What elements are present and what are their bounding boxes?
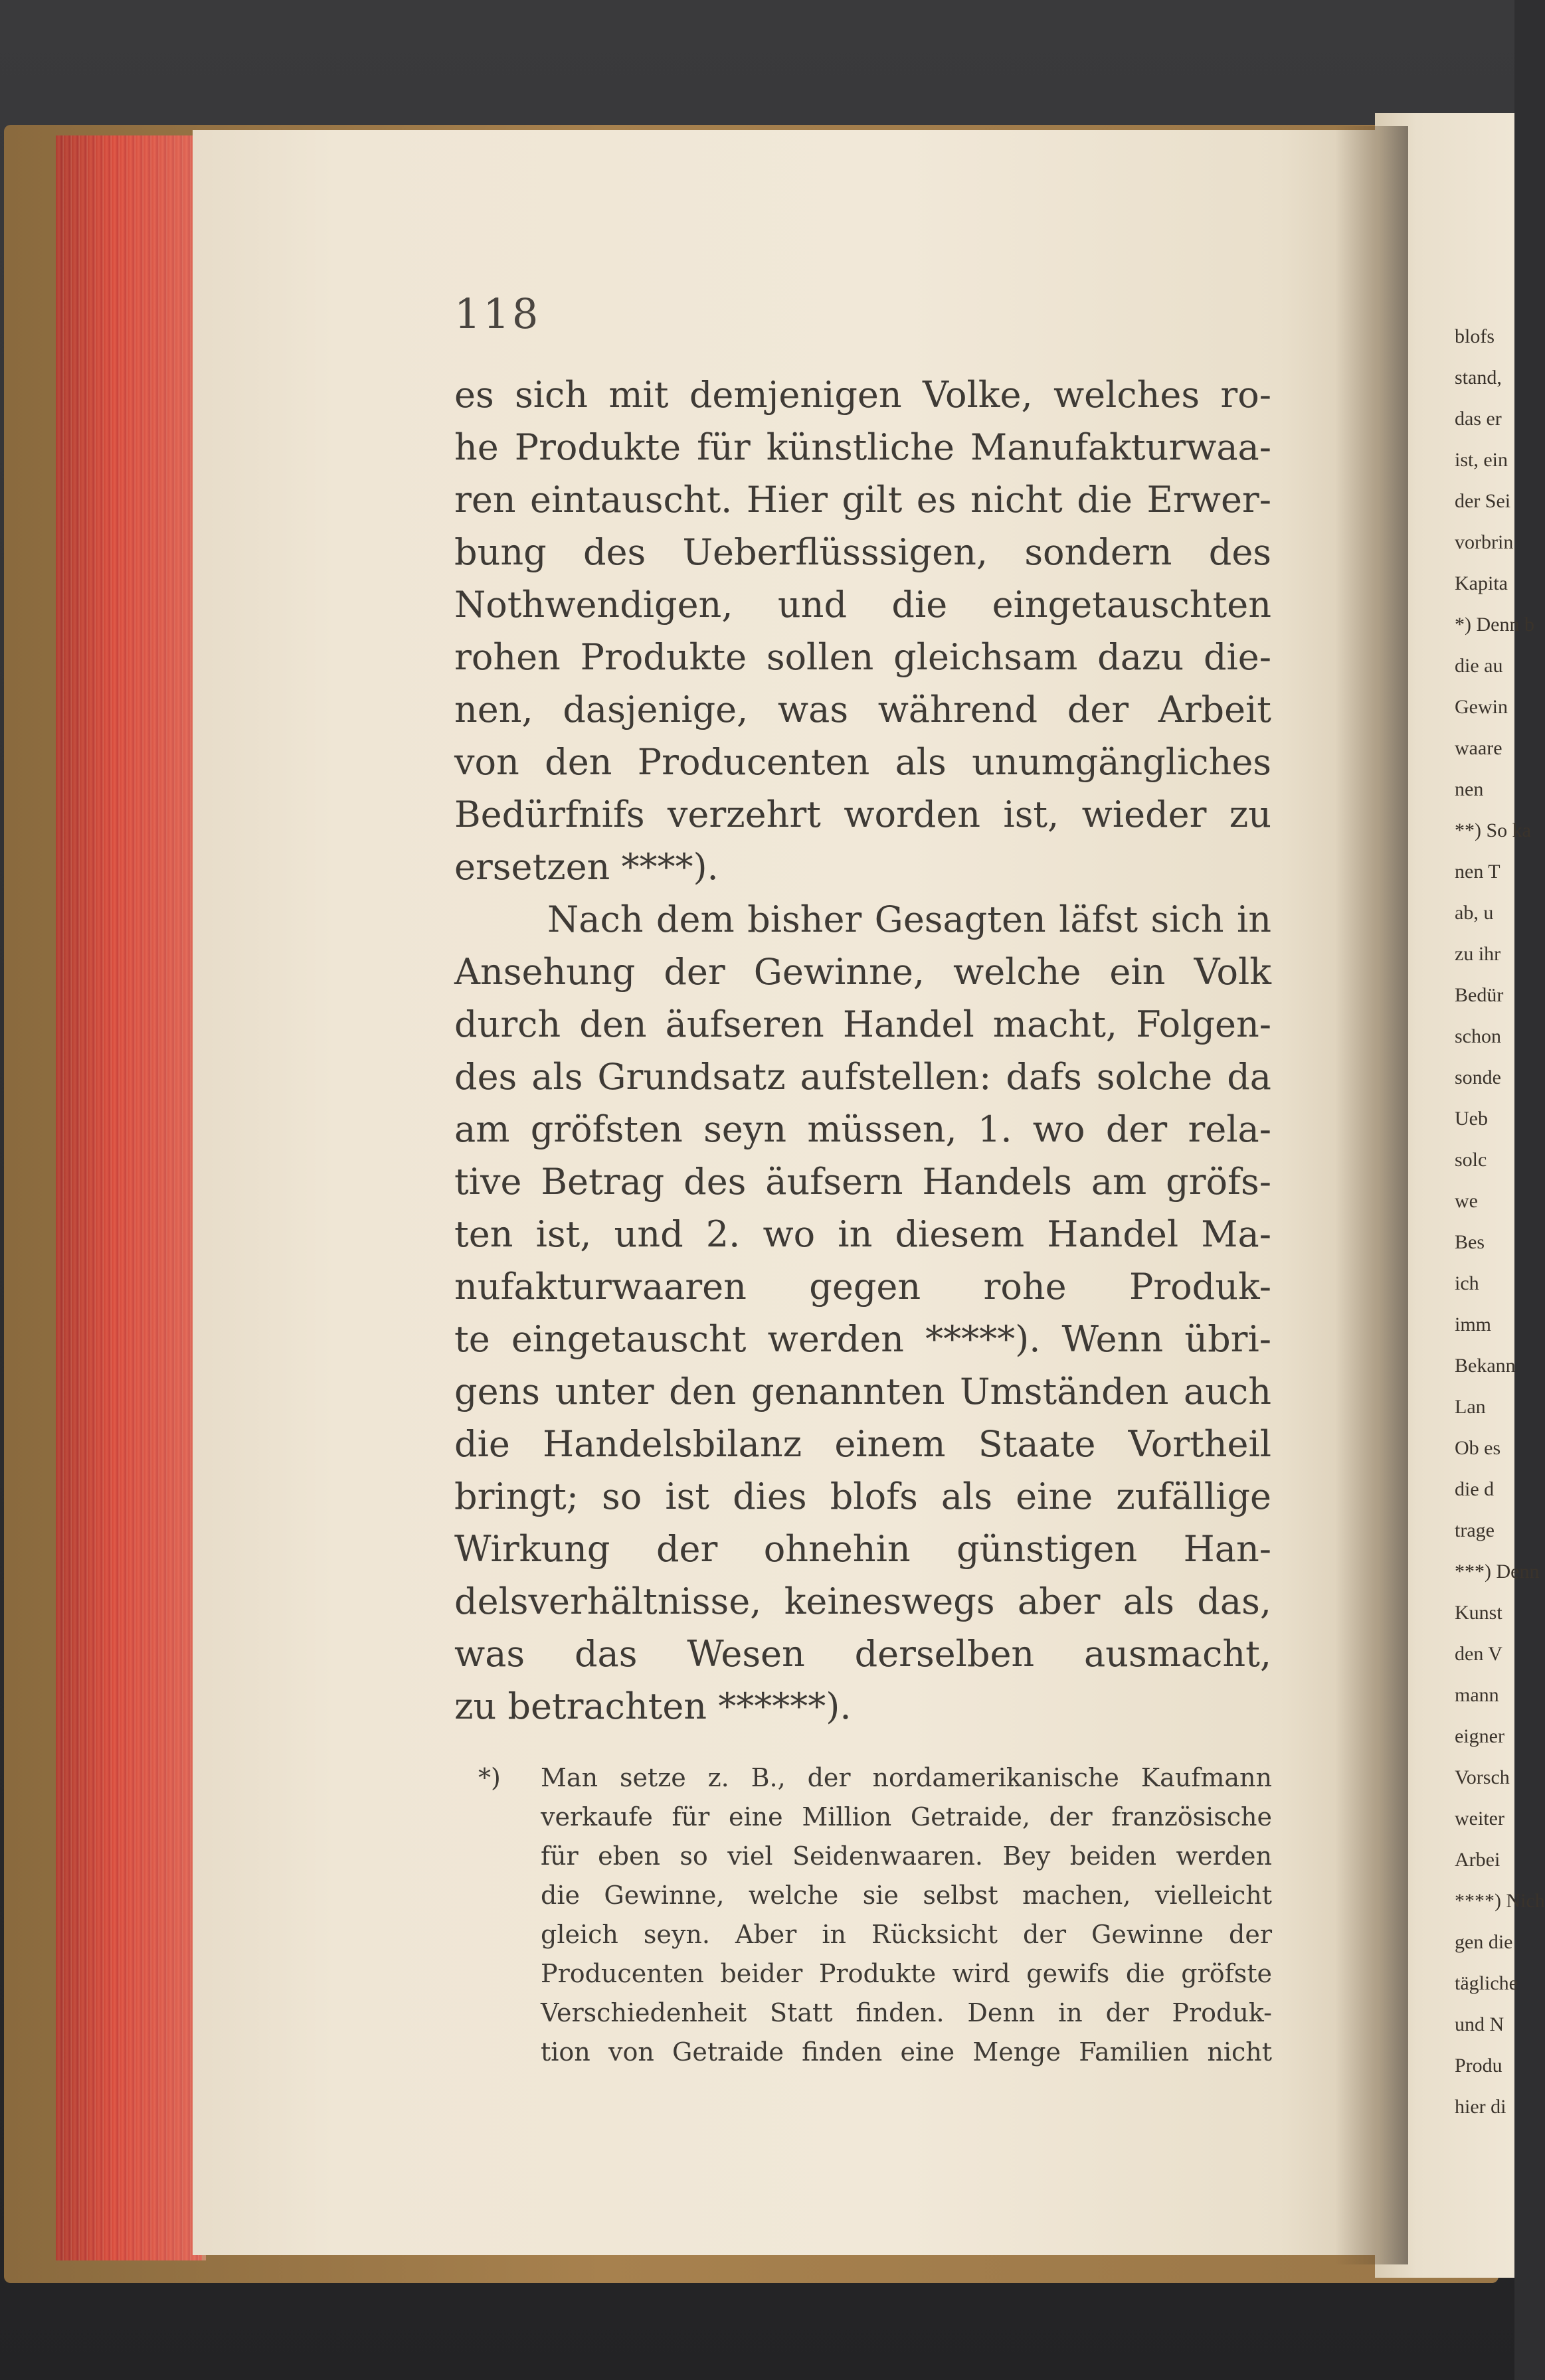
body-line: nufakturwaaren gegen rohe Produk- [454,1266,1271,1308]
next-page-fragment: eigner [1455,1725,1504,1747]
next-page-fragment: blofs [1455,325,1495,347]
body-line: die Handelsbilanz einem Staate Vortheil [454,1423,1271,1465]
body-line: am gröfsten seyn müssen, 1. wo der rela- [454,1108,1271,1150]
next-page-fragment: Kunst [1455,1602,1502,1624]
next-page-fragment: ab, u [1455,902,1494,924]
next-page-fragment: stand, [1455,367,1502,388]
body-line: von den Producenten als unumgängliches [454,741,1271,783]
next-page-fragment: waare [1455,737,1502,759]
footnote-line: tion von Getraide finden eine Menge Familien nicht [541,2037,1272,2067]
next-page-fragment: weiter [1455,1808,1504,1829]
next-page-fragment: gen die [1455,1931,1513,1953]
next-page-fragment: ***) Denn [1455,1561,1540,1582]
next-page-fragment: Gewin [1455,696,1508,718]
next-page-fragment: vorbrin [1455,531,1514,553]
next-page-fragment: ****) Nich [1455,1890,1545,1912]
next-page-fragment: mann [1455,1684,1499,1706]
next-page-fragment: schon [1455,1025,1501,1047]
footnote-line: Producenten beider Produkte wird gewifs die gröfste [541,1959,1272,1988]
next-page-fragment: imm [1455,1314,1492,1335]
next-page-fragment: nen [1455,778,1484,800]
next-page-fragment: trage [1455,1519,1495,1541]
body-line: bringt; so ist dies blofs als eine zufällige [454,1476,1271,1517]
next-page-fragment: solc [1455,1149,1487,1171]
body-line: ersetzen ****). [454,846,719,888]
body-text [454,369,1271,1733]
footnote-text: Man setze z. B., der nordamerikanische Kaufmann [541,1763,1272,1792]
footnote-line: für eben so viel Seidenwaaren. Bey beiden werden [541,1841,1272,1871]
next-page-fragment: Arbei [1455,1849,1500,1871]
body-line: delsverhältnisse, keineswegs aber als das, [454,1580,1271,1622]
next-page-fragment: **) So ka [1455,819,1531,841]
page-edges-shade [56,135,202,2260]
body-line: gens unter den genannten Umständen auch [454,1371,1271,1412]
body-line: bung des Ueberflüsssigen, sondern des [454,531,1271,573]
footnote-marker: *) [478,1763,501,1792]
body-line: Nothwendigen, und die eingetauschten [454,584,1271,626]
next-page-fragment: hier di [1455,2096,1506,2118]
body-line: te eingetauscht werden *****). Wenn übri- [454,1318,1271,1360]
next-page-fragment: tägliche [1455,1972,1518,1994]
body-line: nen, dasjenige, was während der Arbeit [454,689,1271,730]
body-line: zu betrachten ******). [454,1685,852,1727]
body-line: es sich mit demjenigen Volke, welches ro- [454,374,1271,416]
next-page-fragment: Vorsch [1455,1766,1510,1788]
body-line: Bedürfnifs verzehrt worden ist, wieder zu [454,794,1271,835]
next-page-fragment: Ueb [1455,1108,1488,1130]
footnote-line: gleich seyn. Aber in Rücksicht der Gewinne der [541,1920,1272,1949]
footnote-line [478,1758,1272,1798]
footnote-line: Verschiedenheit Statt finden. Denn in der Produk- [541,1998,1272,2027]
next-page-fragment: die d [1455,1478,1495,1500]
next-page-fragment: zu ihr [1455,943,1501,965]
footnote [478,1758,1272,2072]
footnote-line: verkaufe für eine Million Getraide, der französische [541,1802,1272,1831]
body-line: was das Wesen derselben ausmacht, [454,1633,1271,1675]
body-line: Nach dem bisher Gesagten läfst sich in [547,898,1271,940]
next-page-fragment: der Sei [1455,490,1511,512]
body-line: rohen Produkte sollen gleichsam dazu die- [454,636,1271,678]
body-line: durch den äufseren Handel macht, Folgen- [454,1003,1271,1045]
next-page-fragment: und N [1455,2013,1504,2035]
next-page-fragment: *) Denn b [1455,614,1534,636]
gutter-shadow [1335,126,1408,2264]
next-page-fragment: Bedür [1455,984,1504,1006]
body-line: Wirkung der ohnehin günstigen Han- [454,1528,1271,1570]
footnote-line: die Gewinne, welche sie selbst machen, vielleicht [541,1881,1272,1910]
next-page-fragment: den V [1455,1643,1502,1665]
body-line: Ansehung der Gewinne, welche ein Volk [454,951,1271,993]
page-number: 118 [454,290,541,338]
next-page-fragment: Bes [1455,1231,1485,1253]
next-page-fragment: Ob es [1455,1437,1501,1459]
body-line: ten ist, und 2. wo in diesem Handel Ma- [454,1213,1271,1255]
next-page-fragment: we [1455,1190,1478,1212]
next-page-fragment: sonde [1455,1066,1501,1088]
next-page-fragment: das er [1455,408,1502,430]
next-page-fragment: Produ [1455,2055,1502,2077]
next-page-fragment: Kapita [1455,572,1508,594]
next-page-fragment: Bekann [1455,1355,1516,1377]
body-line: tive Betrag des äufsern Handels am gröfs- [454,1161,1271,1203]
body-line: ren eintauscht. Hier gilt es nicht die Erwer- [454,479,1271,521]
next-page-fragment: nen T [1455,861,1500,883]
next-page-fragment: die au [1455,655,1503,677]
body-line: des als Grundsatz aufstellen: dafs solche da [454,1056,1271,1098]
next-page-fragment: ist, ein [1455,449,1508,471]
body-line: he Produkte für künstliche Manufakturwaa- [454,426,1271,468]
next-page-fragment: ich [1455,1272,1479,1294]
next-page-fragment: Lan [1455,1396,1486,1418]
